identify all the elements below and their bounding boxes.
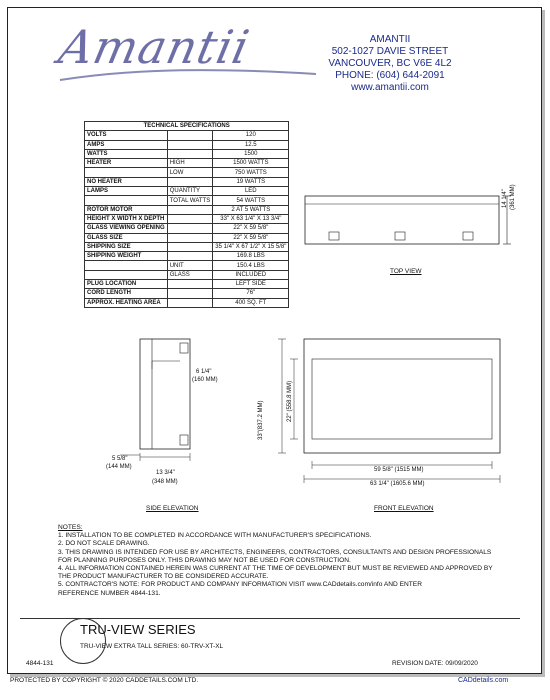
spec-sublabel: LOW [167, 168, 213, 177]
company-info [300, 34, 480, 94]
spec-value: 750 WATTS [213, 168, 289, 177]
spec-label: SHIPPING SIZE [85, 242, 168, 251]
side-depth-dim-mm: (160 MM) [192, 377, 218, 383]
note-item: 5. CONTRACTOR'S NOTE: FOR PRODUCT AND COMPANY INFORMATION VISIT www.CADdetails.com/info AND ENTER [58, 581, 422, 589]
series-subtitle: TRU-VIEW EXTRA TALL SERIES: 60-TRV-XT-XL [80, 643, 224, 650]
spec-sublabel [167, 224, 213, 233]
spec-value: 22" X 59 5/8" [213, 233, 289, 242]
notes-section [58, 524, 498, 598]
spec-row [85, 140, 289, 149]
top-view-depth-dim [502, 189, 508, 208]
spec-value: 150.4 LBS [213, 261, 289, 270]
spec-row [85, 214, 289, 223]
top-view-dim-inch: 14 1/4" [502, 189, 508, 208]
spec-label [85, 270, 168, 279]
spec-label: AMPS [85, 140, 168, 149]
spec-label: WATTS [85, 149, 168, 158]
spec-sublabel [167, 242, 213, 251]
note-item: FOR PLANNING PURPOSES ONLY. THIS DRAWING MAY NOT BE USED FOR CONSTRUCTION. [58, 556, 351, 564]
spec-row [85, 187, 289, 196]
spec-value: 400 SQ. FT [213, 298, 289, 307]
copyright-notice: PROTECTED BY COPYRIGHT © 2020 CADDETAILS.COM LTD. [10, 677, 199, 684]
spec-sublabel: HIGH [167, 159, 213, 168]
company-name: AMANTII [369, 34, 411, 45]
spec-value: 33" X 63 1/4" X 13 3/4" [213, 214, 289, 223]
spec-row [85, 149, 289, 158]
company-phone: PHONE: (604) 644-2091 [335, 70, 445, 81]
spec-row [85, 159, 289, 168]
spec-label: VOLTS [85, 131, 168, 140]
note-item: 1. INSTALLATION TO BE COMPLETED IN ACCORDANCE WITH MANUFACTURER'S SPECIFICATIONS. [58, 532, 372, 540]
side-elevation-drawing [100, 335, 210, 495]
spec-label [85, 168, 168, 177]
top-view-dim-mm: (361 MM) [510, 184, 516, 210]
spec-value: 1500 WATTS [213, 159, 289, 168]
spec-label: HEIGHT X WIDTH X DEPTH [85, 214, 168, 223]
spec-sublabel [167, 289, 213, 298]
side-dim-b-mm: (348 MM) [152, 479, 178, 485]
top-view-drawing [295, 188, 525, 258]
note-item: THE PRODUCT MANUFACTURER TO BE CONSIDERED ACCURATE. [58, 573, 269, 581]
spec-label: GLASS VIEWING OPENING [85, 224, 168, 233]
spec-row [85, 261, 289, 270]
side-dim-a-mm: (144 MM) [106, 464, 132, 470]
revision-date: REVISION DATE: 09/09/2020 [392, 660, 478, 667]
spec-sublabel [167, 280, 213, 289]
spec-value: 76" [213, 289, 289, 298]
front-glass-width-dim: 59 5/8" (1515 MM) [374, 467, 424, 473]
spec-label: PLUG LOCATION [85, 280, 168, 289]
spec-value: 2 AT 5 WATTS [213, 205, 289, 214]
spec-label: APPROX. HEATING AREA [85, 298, 168, 307]
spec-row [85, 131, 289, 140]
front-elevation-title: FRONT ELEVATION [374, 505, 434, 512]
spec-sublabel [167, 131, 213, 140]
side-dim-b-inch: 13 3/4" [156, 470, 175, 476]
spec-value: 169.8 LBS [213, 252, 289, 261]
spec-label [85, 196, 168, 205]
company-address-1: 502-1027 DAVIE STREET [331, 46, 449, 57]
spec-sublabel: TOTAL WATTS [167, 196, 213, 205]
spec-row [85, 280, 289, 289]
logo-swoosh-icon [58, 62, 318, 86]
spec-sublabel [167, 140, 213, 149]
spec-sublabel [167, 205, 213, 214]
spec-sublabel: GLASS [167, 270, 213, 279]
notes-title: NOTES: [58, 524, 83, 531]
series-title: TRU-VIEW SERIES [80, 622, 196, 637]
spec-row [85, 233, 289, 242]
spec-sublabel [167, 233, 213, 242]
spec-value: 120 [213, 131, 289, 140]
spec-row [85, 252, 289, 261]
spec-label: ROTOR MOTOR [85, 205, 168, 214]
front-glass-height-dim: 22" (558.8 MM) [287, 380, 293, 422]
spec-value: 22" X 59 5/8" [213, 224, 289, 233]
top-view-depth-dim-mm [510, 184, 516, 210]
spec-row [85, 196, 289, 205]
note-item: 3. THIS DRAWING IS INTENDED FOR USE BY ARCHITECTS, ENGINEERS, CONTRACTORS, CONSULTANTS AND DESIGN PROFESSIONALS [58, 548, 492, 556]
company-address-2: VANCOUVER, BC V6E 4L2 [328, 58, 452, 69]
titleblock-divider [20, 618, 520, 619]
spec-value: INCLUDED [213, 270, 289, 279]
spec-row [85, 177, 289, 186]
spec-value: LEFT SIDE [213, 280, 289, 289]
reference-code: 4844-131 [26, 660, 54, 667]
spec-sublabel [167, 298, 213, 307]
note-item: REFERENCE NUMBER 4844-131. [58, 589, 161, 597]
spec-row [85, 224, 289, 233]
spec-value: 12.5 [213, 140, 289, 149]
spec-row [85, 298, 289, 307]
spec-sublabel: QUANTITY [167, 187, 213, 196]
spec-label: HEATER [85, 159, 168, 168]
note-item: 4. ALL INFORMATION CONTAINED HEREIN WAS CURRENT AT THE TIME OF DEVELOPMENT BUT MUST BE REVIEWED AND APPROVED BY [58, 565, 493, 573]
spec-label [85, 261, 168, 270]
spec-table-title: TECHNICAL SPECIFICATIONS [85, 122, 289, 131]
front-total-height-dim: 33"(837.2 MM) [258, 400, 264, 440]
note-item: 2. DO NOT SCALE DRAWING. [58, 540, 150, 548]
spec-row [85, 205, 289, 214]
spec-label: CORD LENGTH [85, 289, 168, 298]
spec-label: GLASS SIZE [85, 233, 168, 242]
spec-sublabel [167, 177, 213, 186]
spec-sublabel [167, 149, 213, 158]
spec-sublabel: UNIT [167, 261, 213, 270]
side-depth-dim-inch: 6 1/4" [196, 369, 212, 375]
spec-label: NO HEATER [85, 177, 168, 186]
spec-row [85, 289, 289, 298]
spec-sublabel [167, 252, 213, 261]
spec-value: LED [213, 187, 289, 196]
spec-value: 35 1/4" X 67 1/2" X 15 5/8" [213, 242, 289, 251]
spec-value: 19 WATTS [213, 177, 289, 186]
spec-row [85, 242, 289, 251]
spec-value: 1500 [213, 149, 289, 158]
spec-sublabel [167, 214, 213, 223]
amantii-logo: Amantii [54, 20, 255, 74]
spec-label: LAMPS [85, 187, 168, 196]
side-elevation-title: SIDE ELEVATION [146, 505, 199, 512]
spec-value: 54 WATTS [213, 196, 289, 205]
top-view-title: TOP VIEW [390, 268, 422, 275]
caddetails-link[interactable]: CADdetails.com [458, 677, 509, 684]
spec-row [85, 270, 289, 279]
spec-label: SHIPPING WEIGHT [85, 252, 168, 261]
company-website[interactable]: www.amantii.com [351, 82, 429, 93]
front-total-width-dim: 63 1/4" (1605.6 MM) [370, 481, 425, 487]
technical-specifications-table [84, 121, 289, 308]
side-dim-a-inch: 5 5/8" [112, 456, 128, 462]
spec-row [85, 168, 289, 177]
